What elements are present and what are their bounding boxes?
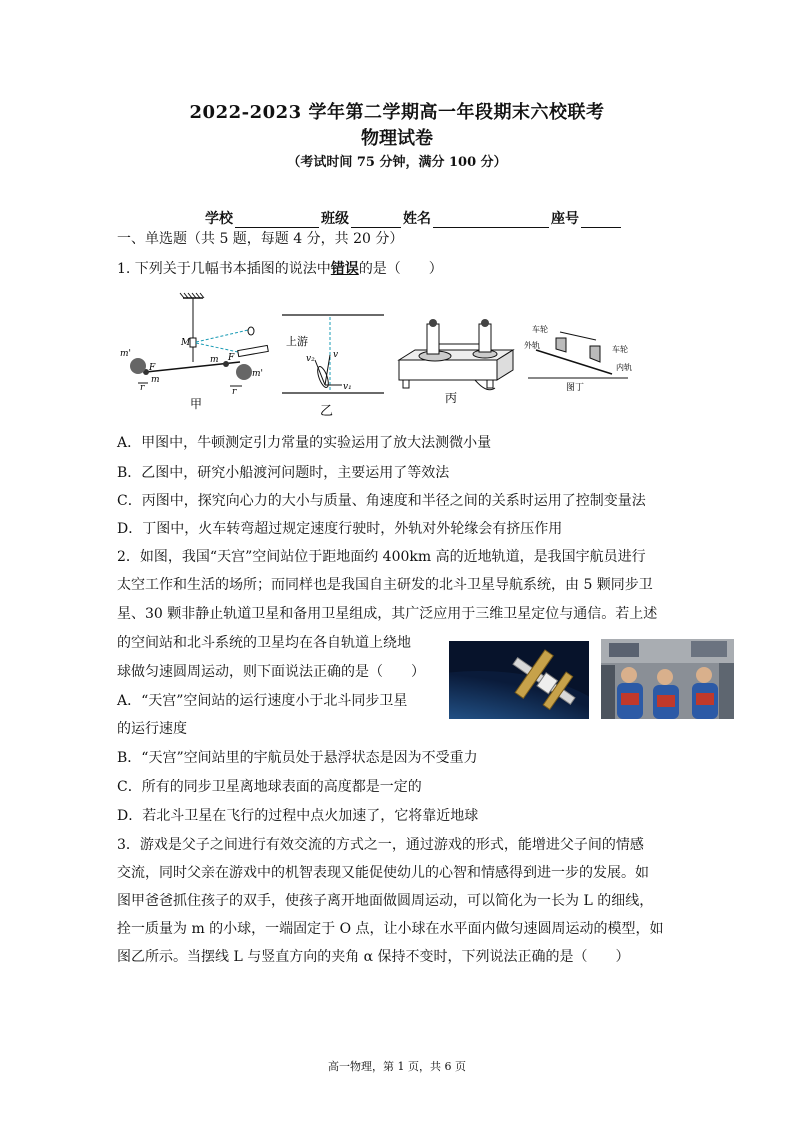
q3-line-3: 图甲爸爸抓住孩子的双手，使孩子离开地面做圆周运动，可以简化为一长为 L 的细线， (117, 893, 654, 909)
figure-bing-centripetal-apparatus (395, 318, 520, 408)
q1-option-a: A．甲图中，牛顿测定引力常量的实验运用了放大法测微小量 (117, 435, 492, 451)
q1-stem-pre: 1. 下列关于几幅书本插图的说法中 (117, 261, 331, 277)
fig-label-bing: 丙 (445, 391, 458, 405)
space-station-photo (449, 641, 589, 719)
fig-label-F-left: F (149, 363, 156, 373)
school-label: 学校 (205, 211, 233, 227)
fig-label-M: M (181, 338, 191, 348)
q1-stem (117, 259, 443, 279)
q1-option-d: D．丁图中，火车转弯超过规定速度行驶时，外轨对外轮缘会有挤压作用 (117, 521, 563, 537)
q2-line-3: 星、30 颗非静止轨道卫星和备用卫星组成，其广泛应用于三维卫星定位与通信。若上述 (117, 606, 658, 622)
fig-label-F-right: F (228, 353, 235, 363)
fig-label-wheel: 车轮 (532, 325, 548, 334)
q2-line-2: 太空工作和生活的场所；而同样也是我国自主研发的北斗卫星导航系统，由 5 颗同步卫 (117, 577, 653, 593)
subject-title: 物理试卷 (361, 128, 433, 149)
q1-option-b: B．乙图中，研究小船渡河问题时，主要运用了等效法 (117, 465, 450, 481)
exam-subtitle: （考试时间 75 分钟，满分 100 分） (287, 155, 507, 170)
page-footer: 高一物理，第 1 页，共 6 页 (328, 1060, 466, 1073)
q3-line-4: 拴一质量为 m 的小球，一端固定于 O 点，让小球在水平面内做匀速圆周运动的模型，如 (117, 921, 664, 937)
figure-ding-banked-track (520, 318, 640, 410)
q2-line-1: 2．如图，我国“天宫”空间站位于距地面约 400km 高的近地轨道，是我国宇航员进行 (117, 549, 646, 565)
q2-option-c: C．所有的同步卫星离地球表面的高度都是一定的 (117, 779, 422, 795)
fig-label-v: v (333, 350, 339, 360)
seat-label: 座号 (551, 211, 579, 227)
exam-title: 2022-2023 学年第二学期高一年段期末六校联考 (189, 102, 605, 123)
space-station-illustration (449, 641, 589, 719)
class-label: 班级 (321, 211, 349, 227)
name-field[interactable] (433, 212, 549, 228)
fig-label-m-prime-right: m' (252, 369, 264, 379)
fig-label-r-right: r (232, 387, 237, 397)
astronauts-photo (601, 639, 734, 719)
fig-label-v2: v₂ (306, 354, 315, 364)
fig-label-m-left: m (151, 375, 160, 385)
q1-option-c: C．丙图中，探究向心力的大小与质量、角速度和半径之间的关系时运用了控制变量法 (117, 493, 646, 509)
student-info-line (205, 208, 623, 228)
fig-label-outer-rail: 外轨 (524, 341, 540, 350)
q2-option-d: D．若北斗卫星在飞行的过程中点火加速了，它将靠近地球 (117, 808, 479, 824)
q1-stem-post: 的是（ ） (358, 261, 443, 277)
astronauts-illustration (601, 639, 734, 719)
seat-field[interactable] (581, 212, 621, 228)
fig-label-m-right: m (210, 355, 219, 365)
figure-yi-river-crossing (280, 305, 390, 420)
school-field[interactable] (235, 212, 319, 228)
q3-line-5: 图乙所示。当摆线 L 与竖直方向的夹角 α 保持不变时，下列说法正确的是（ ） (117, 949, 630, 965)
q3-line-1: 3．游戏是父子之间进行有效交流的方式之一，通过游戏的形式，能增进父子间的情感 (117, 837, 644, 853)
fig-label-r-left: r (140, 383, 145, 393)
q2-option-b: B．“天宫”空间站里的宇航员处于悬浮状态是因为不受重力 (117, 750, 478, 766)
q2-line-4: 的空间站和北斗系统的卫星均在各自轨道上绕地 (117, 635, 411, 651)
fig-label-ding: 图丁 (566, 383, 585, 393)
name-label: 姓名 (403, 211, 431, 227)
section-heading: 一、单选题（共 5 题，每题 4 分，共 20 分） (117, 231, 404, 247)
fig-label-upstream: 上游 (286, 335, 308, 348)
class-field[interactable] (351, 212, 401, 228)
fig-label-m-prime-left: m' (120, 349, 132, 359)
fig-label-jia: 甲 (190, 397, 203, 411)
fig-label-wheel2: 车轮 (612, 345, 628, 354)
q2-option-a-line-1: A．“天宫”空间站的运行速度小于北斗同步卫星 (117, 693, 408, 709)
q1-stem-emphasis: 错误 (330, 261, 359, 277)
fig-label-yi: 乙 (320, 404, 334, 419)
q2-option-a-line-2: 的运行速度 (117, 721, 187, 737)
q2-line-5: 球做匀速圆周运动，则下面说法正确的是（ ） (117, 664, 425, 680)
fig-label-v1: v₁ (343, 382, 352, 392)
figure-jia-torsion-balance (118, 290, 278, 415)
q3-line-2: 交流，同时父亲在游戏中的机智表现又能促使幼儿的心智和情感得到进一步的发展。如 (117, 865, 649, 881)
fig-label-inner-rail: 内轨 (616, 363, 632, 372)
